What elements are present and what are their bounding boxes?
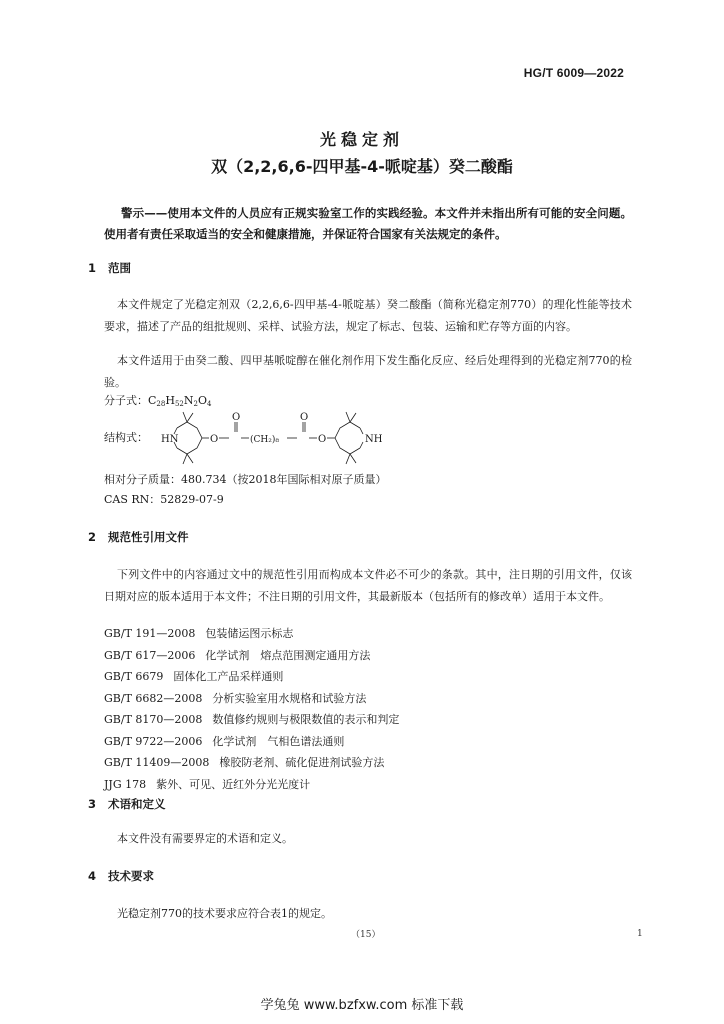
reference-name: 橡胶防老剂、硫化促进剂试验方法 [219, 756, 385, 769]
formula-o: O [197, 394, 207, 407]
section-1-paragraph-1: 本文件规定了光稳定剂双（2,2,6,6-四甲基-4-哌啶基）癸二酸酯（简称光稳定剂770）的理化性能等技术要求，描述了产品的组批规则、采样、试验方法，规定了标志、包装、运输和贮存等方面的内容。 [104, 298, 632, 333]
reference-name: 化学试剂 熔点范围测定通用方法 [205, 648, 371, 662]
formula-n-count: 2 [193, 400, 198, 408]
safety-warning: 警示——使用本文件的人员应有正规实验室工作的实践经验。本文件并未指出所有可能的安全问题。使用者有责任采取适当的安全和健康措施，并保证符合国家有关法规定的条件。 [104, 206, 632, 241]
reference-item [104, 623, 399, 645]
ester-oxygen-left: O [210, 434, 219, 445]
reference-name: 分析实验室用水规格和试验方法 [212, 691, 367, 705]
right-nh-label: NH [365, 434, 383, 445]
section-number: 1 [88, 261, 97, 275]
structure-label: 结构式： [104, 431, 148, 444]
formula-o-count: 4 [206, 400, 212, 408]
formula-h-count: 52 [174, 400, 184, 408]
formula-c-count: 28 [156, 400, 166, 408]
reference-item [104, 709, 399, 731]
reference-code: GB/T 9722—2006 [104, 734, 203, 748]
section-title: 术语和定义 [108, 797, 166, 811]
section-title: 规范性引用文件 [108, 530, 189, 544]
title-line-2: 双（2,2,6,6-四甲基-4-哌啶基）癸二酸酯 [211, 157, 513, 176]
section-title: 技术要求 [108, 869, 154, 883]
molecular-mass: 相对分子质量：480.734（按2018年国际相对原子质量） [104, 473, 387, 486]
reference-code: GB/T 617—2006 [104, 648, 196, 662]
section-2-paragraph-1: 下列文件中的内容通过文中的规范性引用而构成本文件必不可少的条款。其中，注日期的引用文件，仅该日期对应的版本适用于本文件；不注日期的引用文件，其最新版本（包括所有的修改单）适用于本文件。 [104, 568, 632, 603]
standard-code: HG/T 6009—2022 [523, 66, 624, 80]
methylene-chain: (CH₂)₈ [250, 435, 279, 445]
page-number-center: （15） [351, 930, 381, 940]
section-4-paragraph-1: 光稳定剂770的技术要求应符合表1的规定。 [117, 907, 332, 920]
carbonyl-oxygen-right: O [300, 412, 309, 423]
reference-item [104, 731, 399, 753]
formula-h: H [165, 394, 175, 407]
cas-number: CAS RN：52829-07-9 [104, 493, 224, 506]
section-3-paragraph-1: 本文件没有需要界定的术语和定义。 [117, 832, 293, 845]
structural-formula [157, 408, 397, 468]
reference-name: 紫外、可见、近红外分光光度计 [156, 777, 311, 791]
reference-item [104, 666, 399, 688]
reference-name: 固体化工产品采样通则 [173, 670, 284, 683]
section-number: 2 [88, 530, 97, 544]
page-number-right: 1 [637, 929, 643, 939]
reference-code: GB/T 6682—2008 [104, 691, 203, 705]
reference-code: GB/T 6679 [104, 670, 164, 683]
formula-c: C [148, 394, 157, 407]
reference-item [104, 645, 399, 667]
reference-name: 化学试剂 气相色谱法通则 [212, 734, 345, 748]
reference-name: 包装储运图示标志 [205, 627, 294, 640]
section-number: 3 [88, 797, 97, 811]
section-4-heading [88, 868, 154, 884]
reference-item [104, 774, 399, 796]
ester-oxygen-right: O [318, 434, 327, 445]
reference-code: GB/T 191—2008 [104, 627, 196, 640]
site-watermark: 学兔兔 www.bzfxw.com 标准下载 [260, 998, 464, 1013]
section-1-paragraph-2: 本文件适用于由癸二酸、四甲基哌啶醇在催化剂作用下发生酯化反应、经后处理得到的光稳定剂770的检验。 [104, 354, 632, 389]
reference-code: GB/T 8170—2008 [104, 713, 203, 726]
section-1-heading [88, 260, 131, 276]
reference-name: 数值修约规则与极限数值的表示和判定 [212, 713, 400, 726]
formula-label: 分子式： [104, 394, 148, 407]
carbonyl-oxygen-left: O [232, 412, 241, 423]
section-title: 范围 [108, 261, 131, 275]
section-3-heading [88, 796, 166, 812]
title-line-1: 光稳定剂 [319, 130, 404, 149]
formula-n: N [183, 394, 194, 407]
reference-item [104, 752, 399, 774]
normative-references-list [104, 623, 399, 795]
section-number: 4 [88, 869, 97, 883]
reference-item [104, 688, 399, 710]
section-2-heading [88, 529, 189, 545]
left-nh-label: HN [161, 434, 179, 445]
reference-code: GB/T 11409—2008 [104, 756, 210, 769]
reference-code: JJG 178 [104, 777, 147, 791]
